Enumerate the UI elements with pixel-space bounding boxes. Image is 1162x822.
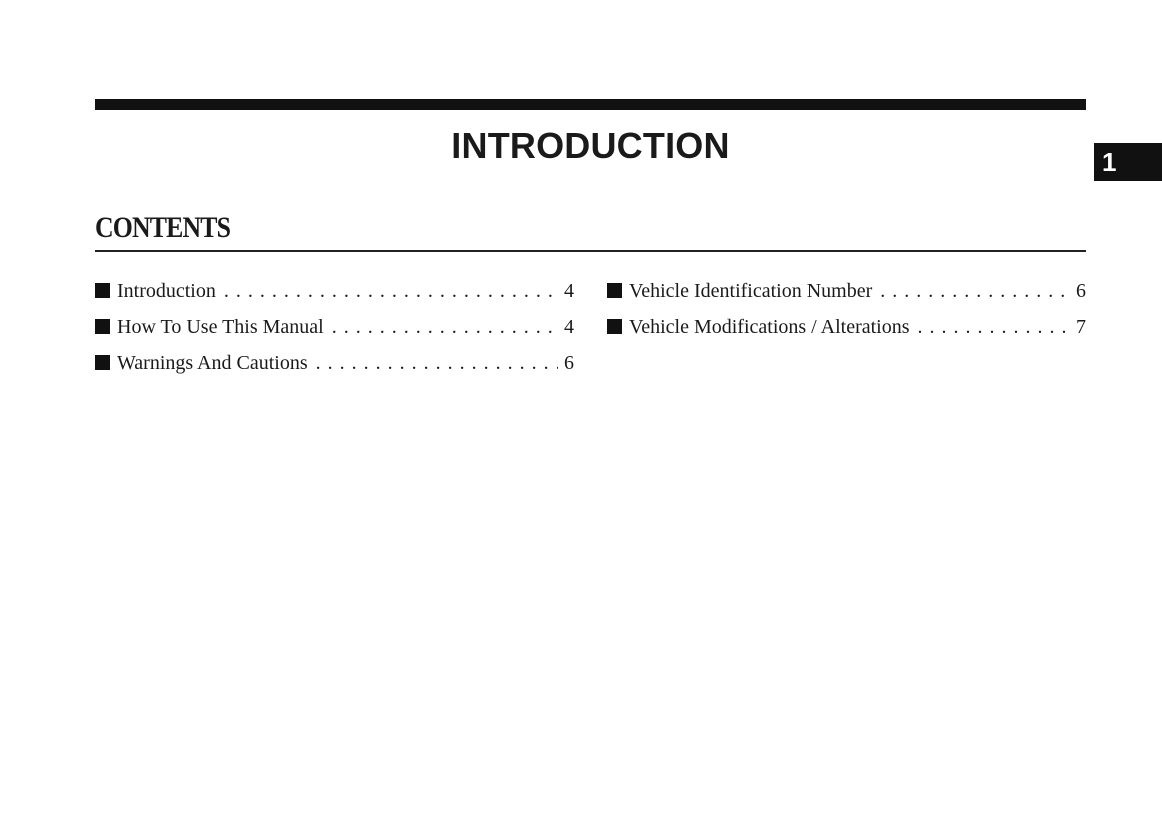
toc-left-column [95,276,574,384]
toc-entry-page: 7 [1076,316,1086,338]
square-bullet-icon [95,355,110,370]
toc-entry-how-to-use-this-manual[interactable] [95,312,574,348]
contents-heading: CONTENTS [95,211,231,244]
dot-leader [316,348,558,378]
toc-entry-label: How To Use This Manual [117,316,324,338]
toc-entry-page: 4 [564,280,574,302]
toc-entry-page: 6 [1076,280,1086,302]
chapter-title: INTRODUCTION [451,125,730,166]
toc-entry-label: Vehicle Modifications / Alterations [629,316,910,338]
contents-rule [95,250,1086,252]
dot-leader [880,276,1070,306]
dot-leader [332,312,558,342]
toc-entry-label: Introduction [117,280,216,302]
toc-entry-introduction[interactable] [95,276,574,312]
chapter-tab: 1 [1094,143,1162,181]
square-bullet-icon [607,283,622,298]
square-bullet-icon [607,319,622,334]
square-bullet-icon [95,319,110,334]
toc-entry-vehicle-modifications-alterations[interactable] [607,312,1086,348]
toc-entry-page: 4 [564,316,574,338]
top-rule [95,99,1086,110]
square-bullet-icon [95,283,110,298]
toc-entry-page: 6 [564,352,574,374]
toc-entry-label: Vehicle Identification Number [629,280,873,302]
toc-entry-vehicle-identification-number[interactable] [607,276,1086,312]
toc-entry-warnings-and-cautions[interactable] [95,348,574,384]
dot-leader [224,276,558,306]
toc-right-column [607,276,1086,348]
toc-entry-label: Warnings And Cautions [117,352,308,374]
dot-leader [918,312,1071,342]
